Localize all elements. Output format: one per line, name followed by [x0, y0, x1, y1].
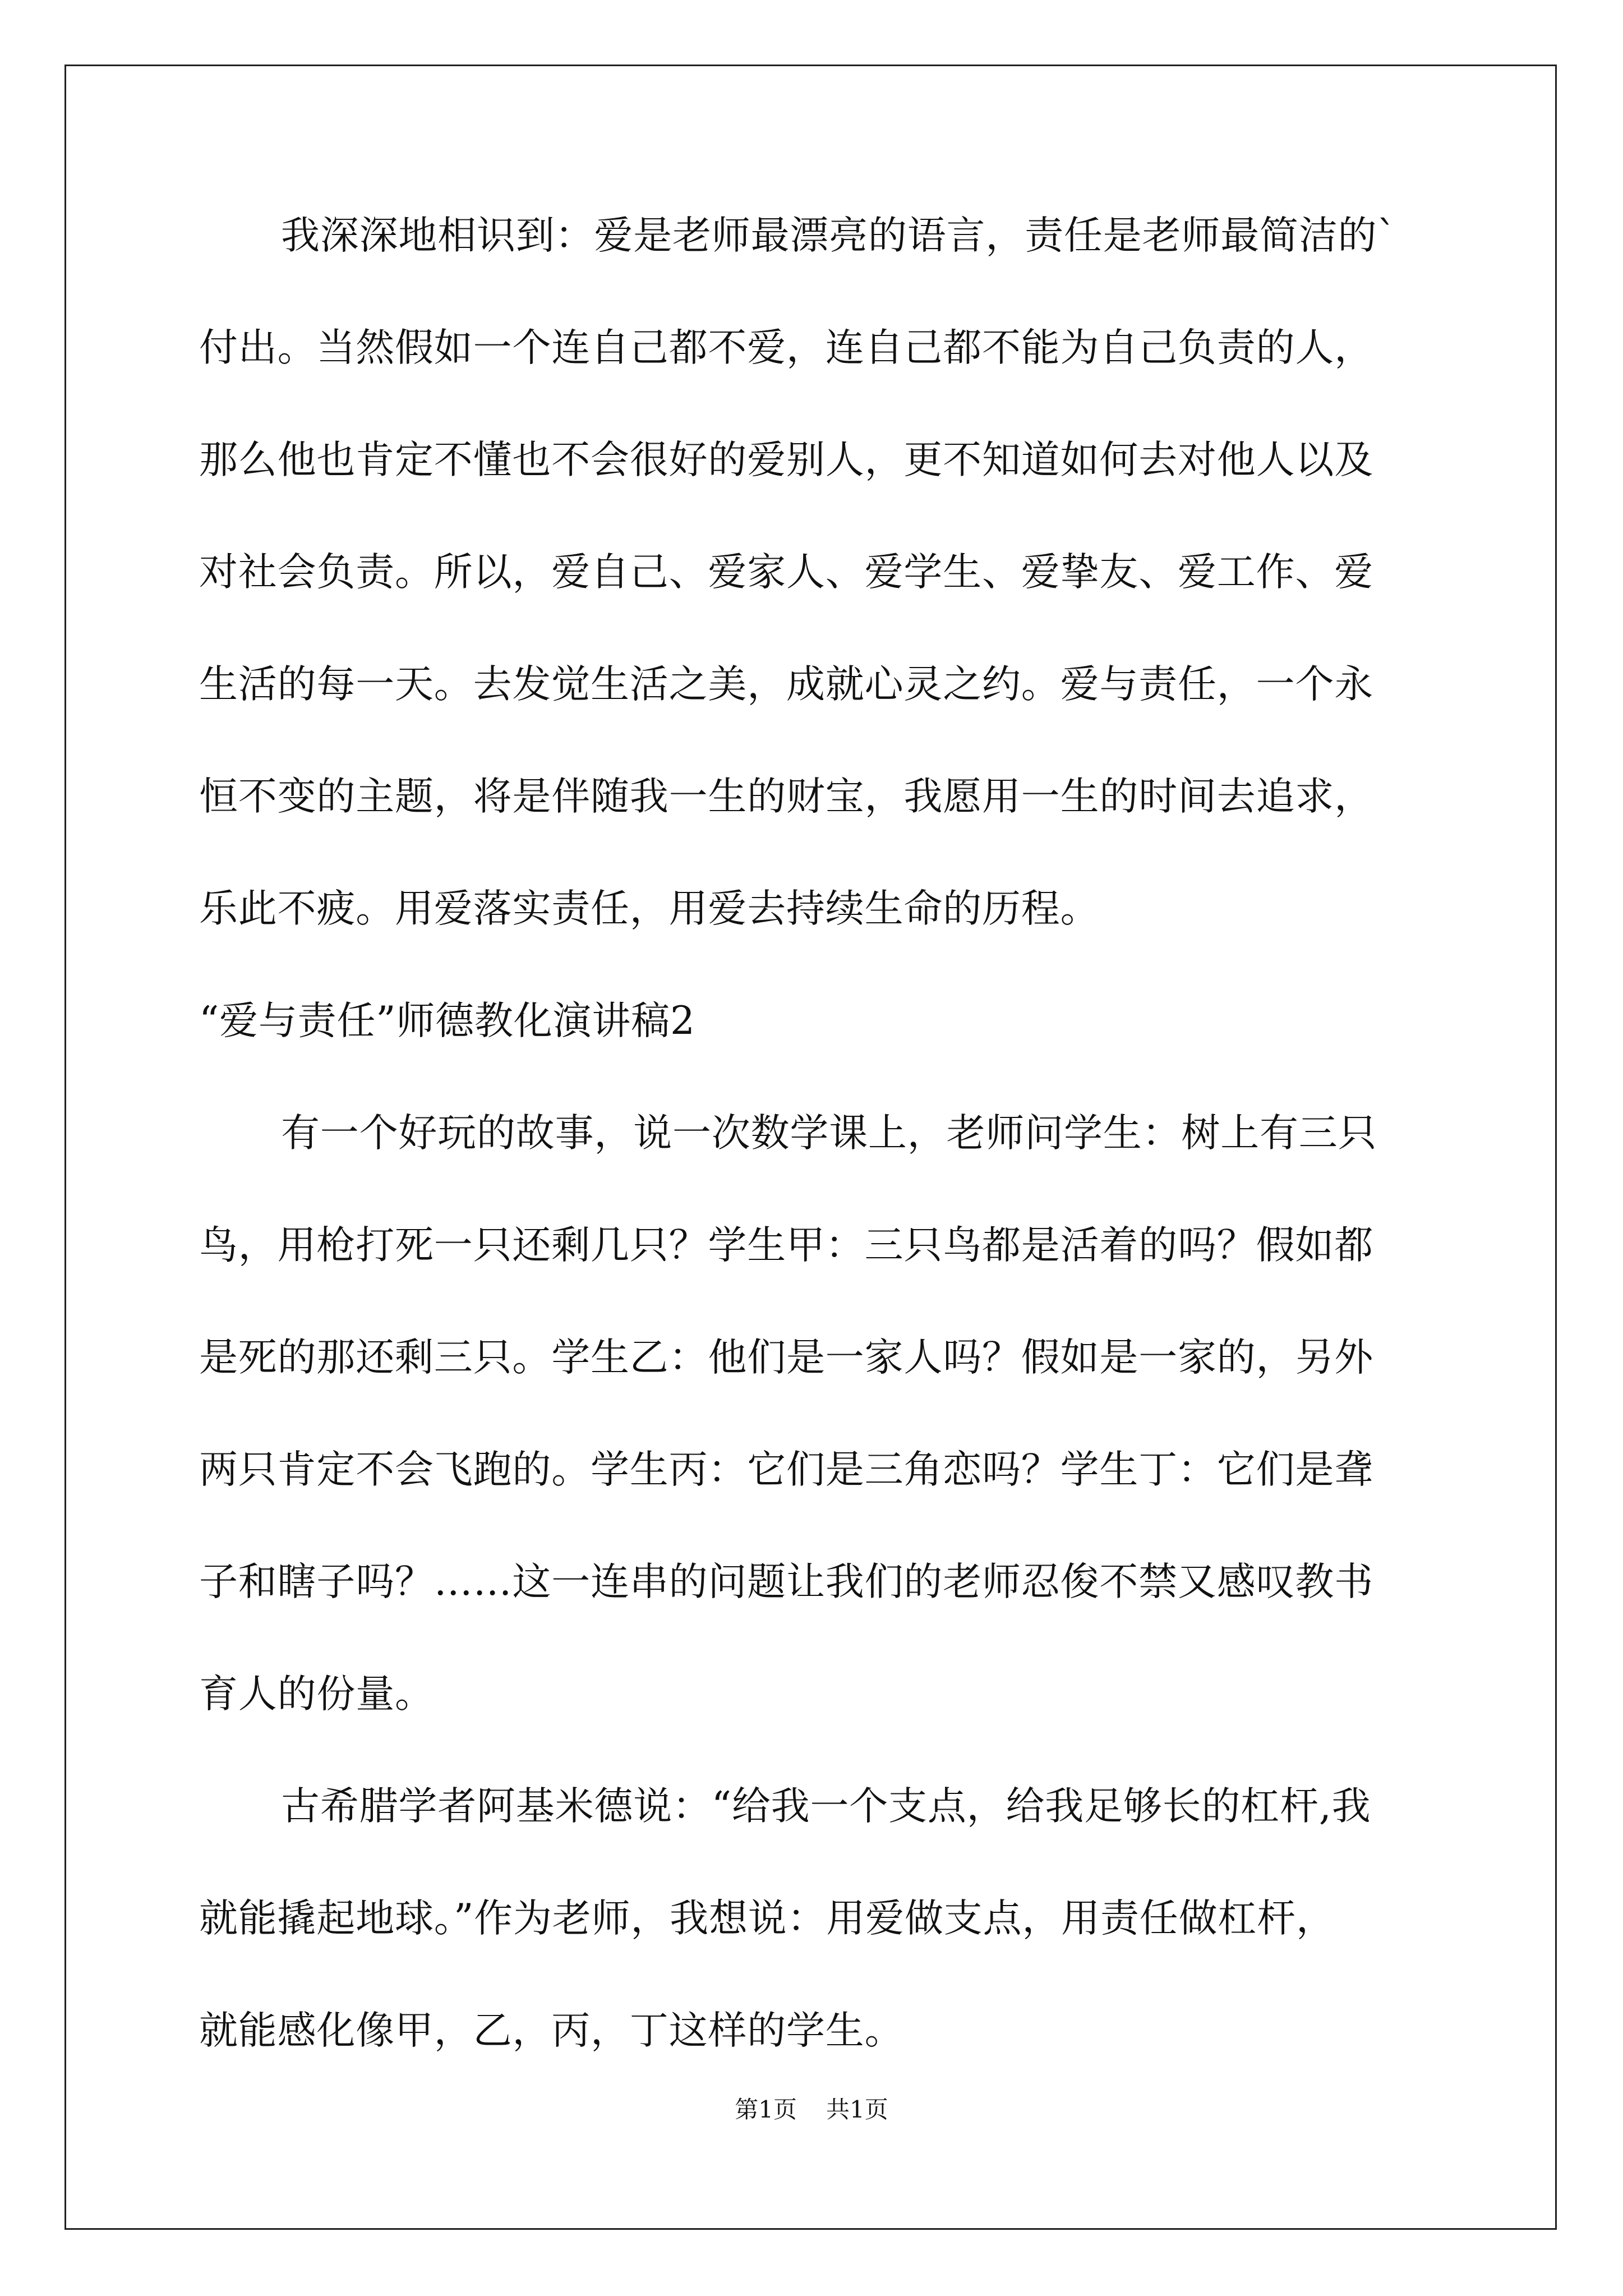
- paragraph-line: 生活的每一天。去发觉生活之美，成就心灵之约。爱与责任，一个永: [199, 662, 1373, 707]
- paragraph-line: 子和瞎子吗？……这一连串的问题让我们的老师忍俊不禁又感叹教书: [199, 1559, 1373, 1604]
- paragraph-line: 对社会负责。所以，爱自己、爱家人、爱学生、爱挚友、爱工作、爱: [199, 550, 1373, 595]
- paragraph-line: 古希腊学者阿基米德说：“给我一个支点，给我足够长的杠杆,我: [281, 1784, 1371, 1829]
- paragraph-line: 恒不变的主题，将是伴随我一生的财宝，我愿用一生的时间去追求，: [199, 774, 1373, 819]
- paragraph-line: 育人的份量。: [199, 1672, 434, 1717]
- section-heading: “爱与责任”师德教化演讲稿2: [199, 999, 695, 1043]
- paragraph-line: 那么他也肯定不懂也不会很好的爱别人，更不知道如何去对他人以及: [199, 438, 1373, 482]
- paragraph-line: 两只肯定不会飞跑的。学生丙：它们是三角恋吗？学生丁：它们是聋: [199, 1447, 1373, 1492]
- page-number: 第1页: [735, 2096, 797, 2123]
- paragraph-line: 是死的那还剩三只。学生乙：他们是一家人吗？假如是一家的，另外: [199, 1335, 1373, 1380]
- paragraph-line: 有一个好玩的故事，说一次数学课上，老师问学生：树上有三只: [281, 1111, 1377, 1156]
- paragraph-line: 我深深地相识到：爱是老师最漂亮的语言，责任是老师最简洁的`: [281, 213, 1397, 258]
- page-total: 共1页: [826, 2096, 888, 2123]
- paragraph-line: 就能感化像甲，乙，丙，丁这样的学生。: [199, 2008, 904, 2053]
- paragraph-line: 鸟，用枪打死一只还剩几只？学生甲：三只鸟都是活着的吗？假如都: [199, 1223, 1373, 1268]
- paragraph-line: 就能撬起地球。”作为老师，我想说：用爱做支点，用责任做杠杆，: [199, 1896, 1335, 1941]
- paragraph-line: 乐此不疲。用爱落实责任，用爱去持续生命的历程。: [199, 886, 1100, 931]
- paragraph-line: 付出。当然假如一个连自己都不爱，连自己都不能为自己负责的人，: [199, 325, 1373, 370]
- page-footer: [0, 2098, 1623, 2122]
- document-body: [199, 213, 1427, 2053]
